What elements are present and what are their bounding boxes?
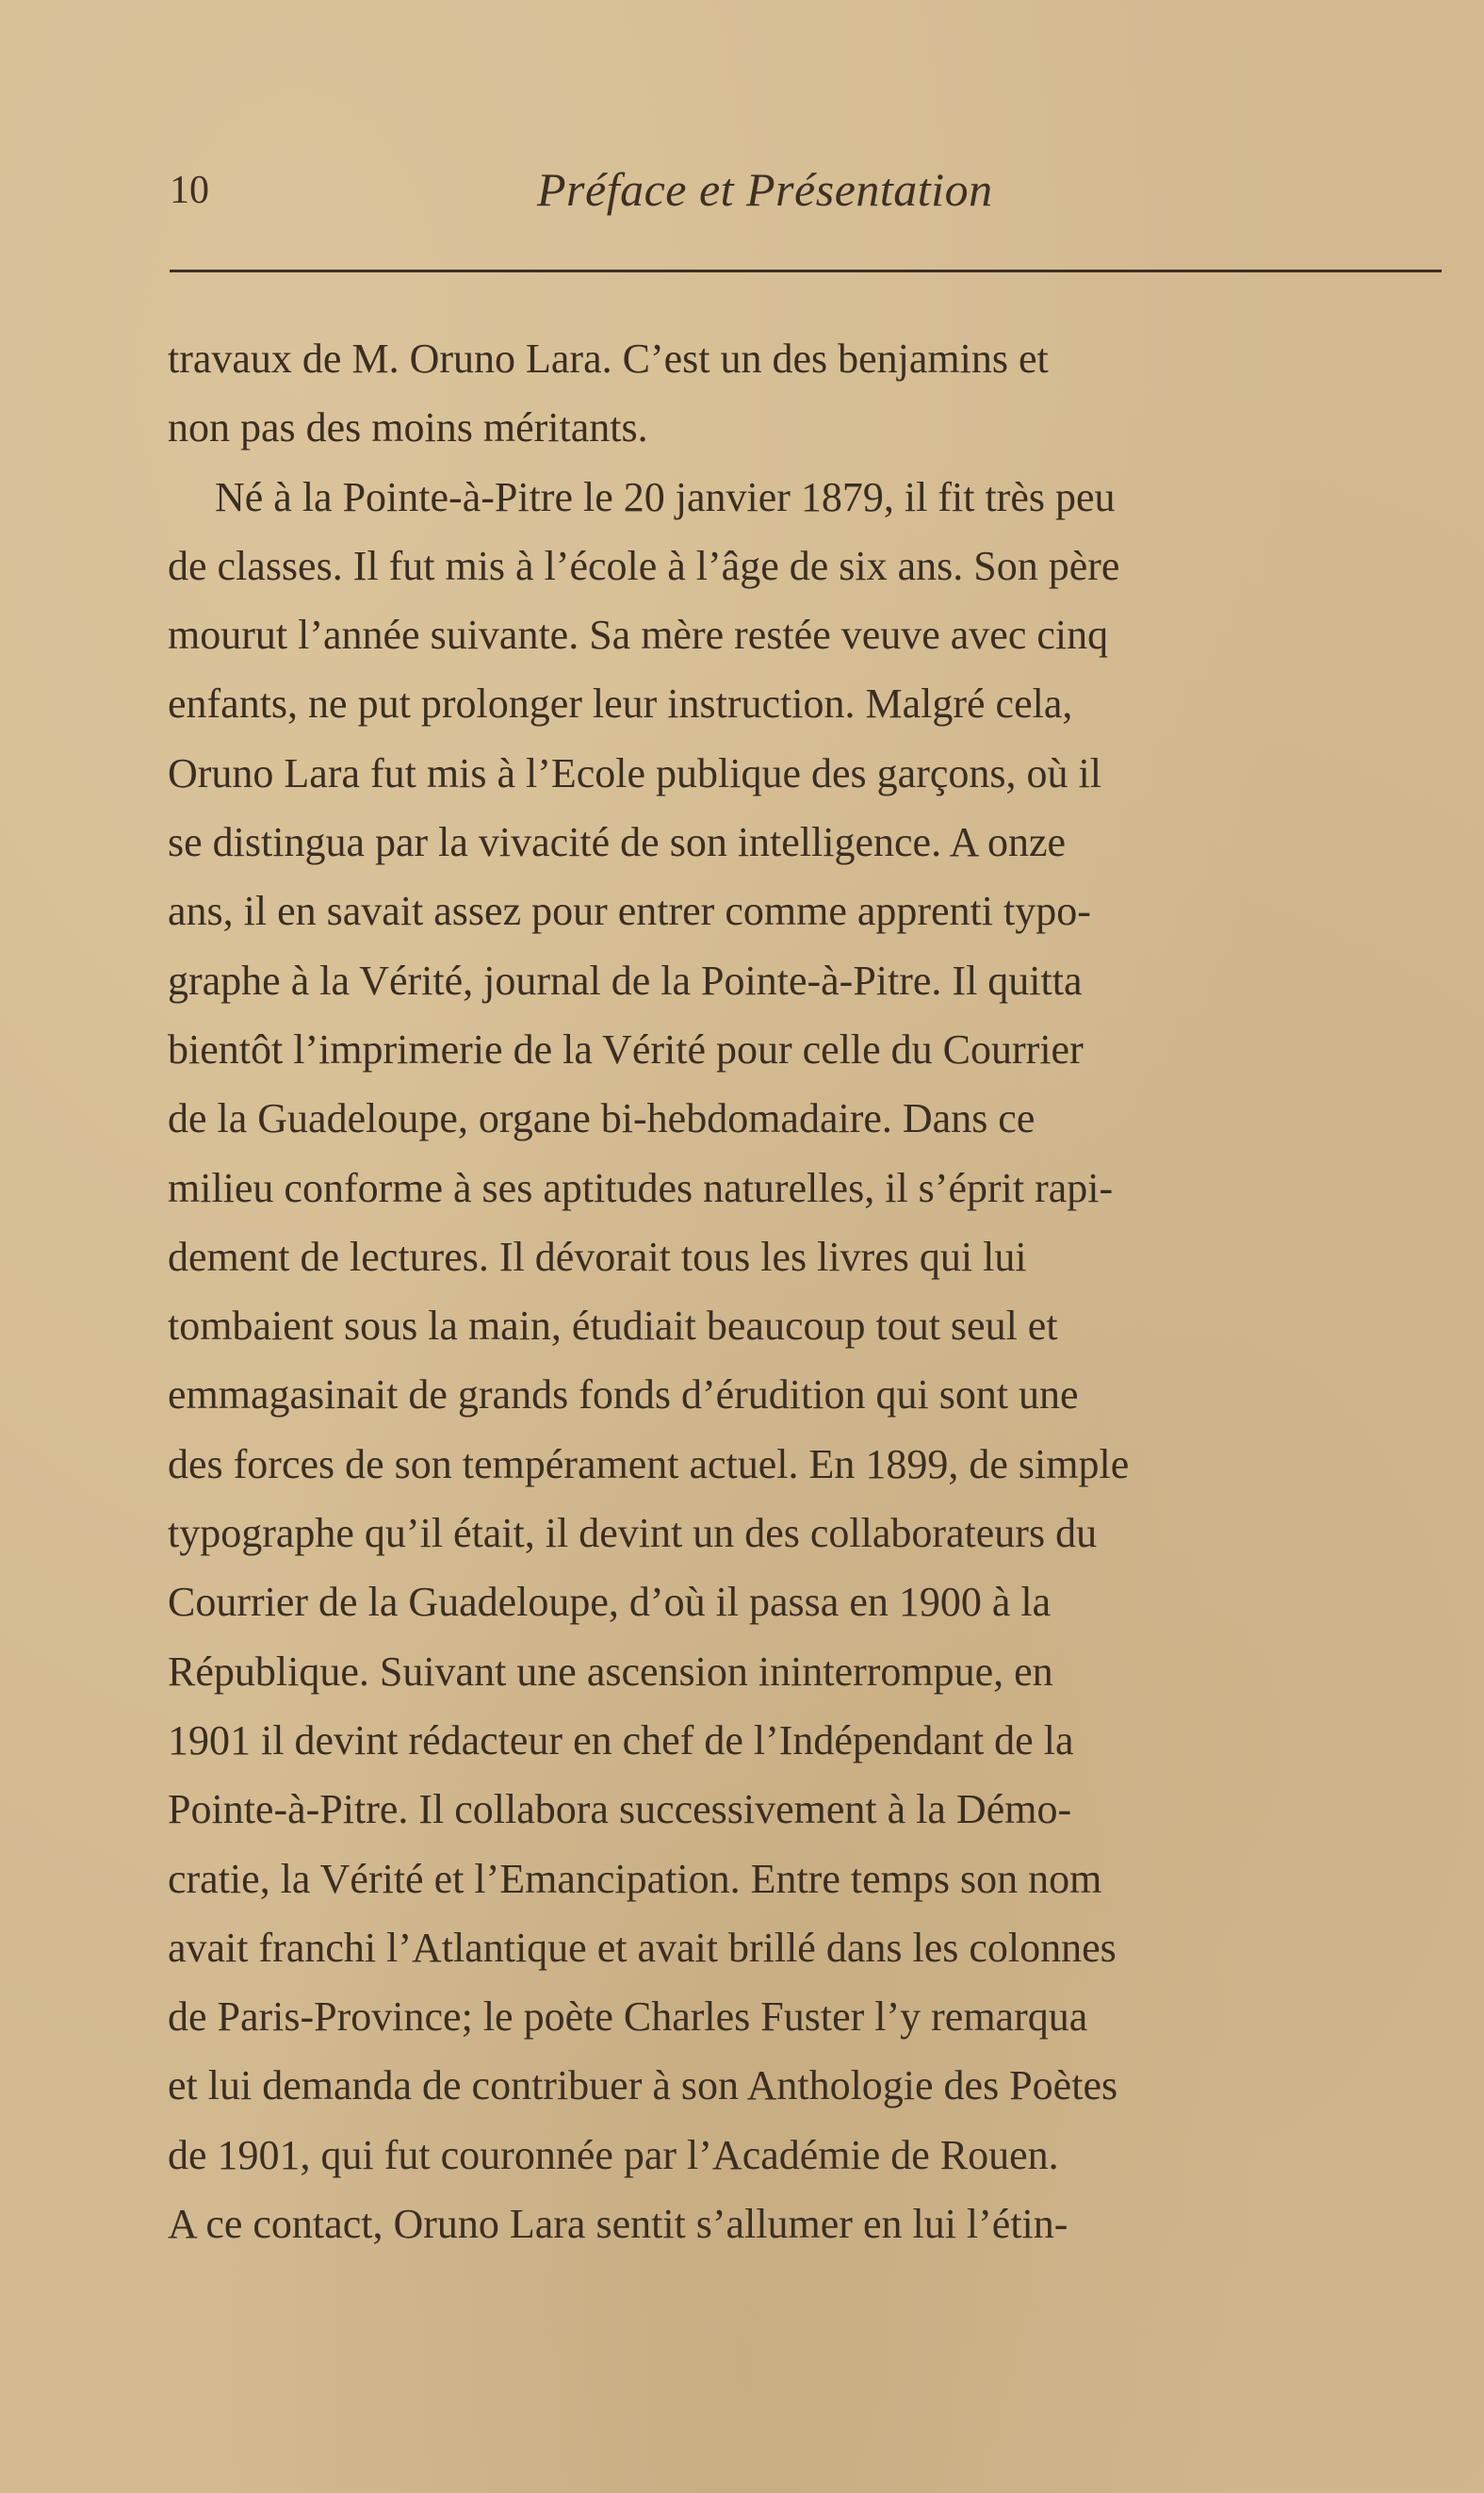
text-line: graphe à la Vérité, journal de la Pointe-à-Pitre. Il quitta (168, 957, 1083, 1004)
text-line: Courrier de la Guadeloupe, d’où il passa en 1900 à la (168, 1579, 1052, 1626)
text-line: bientôt l’imprimerie de la Vérité pour celle du Courrier (168, 1025, 1084, 1073)
text-line: emmagasinait de grands fonds d’érudition qui sont une (168, 1371, 1079, 1419)
running-head (170, 163, 1442, 234)
text-line: de la Guadeloupe, organe bi-hebdomadaire. Dans ce (168, 1095, 1036, 1142)
text-line: 1901 il devint rédacteur en chef de l’Indépendant de la (168, 1716, 1074, 1763)
text-line: A ce contact, Oruno Lara sentit s’allumer en lui l’étin- (168, 2201, 1068, 2248)
text-line: et lui demanda de contribuer à son Anthologie des Poètes (168, 2062, 1118, 2109)
text-line: cratie, la Vérité et l’Emancipation. Entre temps son nom (168, 1855, 1102, 1902)
text-line: travaux de M. Oruno Lara. C’est un des benjamins et (168, 336, 1049, 382)
header-rule (170, 270, 1442, 272)
text-line: non pas des moins méritants. (168, 404, 648, 451)
text-line: typographe qu’il était, il devint un des collaborateurs du (168, 1510, 1098, 1557)
text-line: de Paris-Province; le poète Charles Fuster l’y remarqua (168, 1993, 1088, 2041)
text-line: Pointe-à-Pitre. Il collabora successivement à la Démo- (168, 1786, 1072, 1833)
text-line: République. Suivant une ascension ininterrompue, en (168, 1648, 1053, 1695)
text-line: tombaient sous la main, étudiait beaucoup tout seul et (168, 1303, 1058, 1350)
text-line: Né à la Pointe-à-Pitre le 20 janvier 1879, il fit très peu (215, 473, 1116, 520)
text-line: avait franchi l’Atlantique et avait brillé dans les colonnes (168, 1924, 1117, 1971)
text-line: de 1901, qui fut couronnée par l’Académie de Rouen. (168, 2131, 1059, 2178)
text-line: se distingua par la vivacité de son intelligence. A onze (168, 819, 1067, 866)
body-text (168, 324, 1445, 2258)
text-line: Oruno Lara fut mis à l’Ecole publique des garçons, où il (168, 749, 1101, 796)
text-line: ans, il en savait assez pour entrer comme apprenti typo- (168, 888, 1091, 935)
text-line: dement de lectures. Il dévorait tous les livres qui lui (168, 1233, 1027, 1280)
text-line: de classes. Il fut mis à l’école à l’âge de six ans. Son père (168, 542, 1120, 589)
text-line: mourut l’année suivante. Sa mère restée veuve avec cinq (168, 612, 1109, 659)
page-number: 10 (170, 169, 209, 212)
text-line: milieu conforme à ses aptitudes naturelles, il s’éprit rapi- (168, 1164, 1114, 1211)
text-line: enfants, ne put prolonger leur instruction. Malgré cela, (168, 681, 1073, 728)
running-title: Préface et Présentation (537, 163, 993, 216)
text-line: des forces de son tempérament actuel. En 1899, de simple (168, 1440, 1130, 1487)
